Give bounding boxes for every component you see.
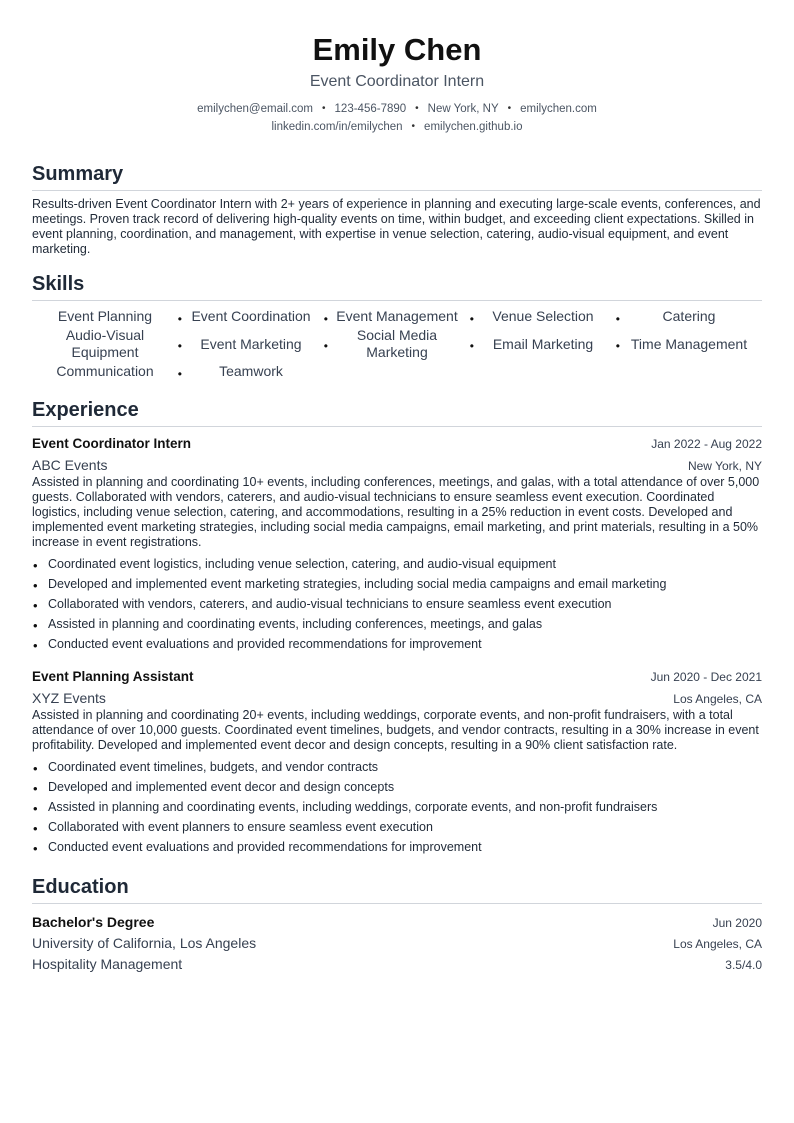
bullet-icon: • <box>469 339 474 354</box>
bullet-icon: • <box>33 598 38 613</box>
job-bullets <box>32 554 762 654</box>
skill-item: Catering <box>662 308 716 324</box>
job-dates: Jun 2020 - Dec 2021 <box>650 670 762 684</box>
job-location: Los Angeles, CA <box>673 692 762 706</box>
contact-info <box>32 100 762 136</box>
job-description: Assisted in planning and coordinating 10+ events, including conferences, meetings, and galas, with a total attendance of over 5,000 guests. Collaborated with vendors, caterers, and audio-visual technicians to ensure seamless event execution. Coordinated logistics, including venue selection, catering, and accommodations, resulting in a 25% reduction in event costs. Developed and implemented event marketing strategies, including social media campaigns, email marketing, and print materials, resulting in a 50% increase in event registrations. <box>32 475 760 549</box>
job-bullets <box>32 757 762 857</box>
list-item: • Developed and implemented event marketing strategies, including social media campaigns and email marketing <box>32 574 762 594</box>
skill-item: Event Planning • <box>57 308 182 326</box>
separator-dot-icon: • <box>411 121 416 132</box>
skill-item: Event Coordination • <box>191 308 328 326</box>
school-location: Los Angeles, CA <box>673 937 762 951</box>
skill-item: Event Management • <box>336 308 474 326</box>
list-item: • Collaborated with event planners to ensure seamless event execution <box>32 817 762 837</box>
bullet-icon: • <box>323 311 328 326</box>
bullet-icon: • <box>615 311 620 326</box>
bullet-icon: • <box>33 761 38 776</box>
resume-header <box>32 0 762 136</box>
candidate-name: Emily Chen <box>312 32 482 67</box>
education-heading: Education <box>32 876 129 898</box>
bullet-icon: • <box>469 311 474 326</box>
bullet-icon: • <box>33 558 38 573</box>
major-name: Hospitality Management <box>32 956 183 972</box>
list-item: • Coordinated event timelines, budgets, and vendor contracts <box>32 757 762 777</box>
skill-item: Venue Selection • <box>492 308 620 326</box>
phone-number: 123-456-7890 <box>334 103 407 115</box>
contact-line-1 <box>32 100 762 118</box>
bullet-icon: • <box>33 781 38 796</box>
email-link[interactable]: emilychen@email.com <box>197 103 314 115</box>
job-title: Event Planning Assistant <box>32 669 194 684</box>
section-divider <box>32 426 762 427</box>
bullet-icon: • <box>33 618 38 633</box>
skill-item: Audio-Visual Equipment • <box>65 327 182 360</box>
linkedin-link[interactable]: linkedin.com/in/emilychen <box>271 121 403 133</box>
list-item: • Collaborated with vendors, caterers, and audio-visual technicians to ensure seamless event execution <box>32 594 762 614</box>
school-name: University of California, Los Angeles <box>32 935 257 951</box>
job-entry <box>32 668 762 857</box>
separator-dot-icon: • <box>322 103 326 114</box>
separator-dot-icon: • <box>415 103 419 114</box>
job-location: New York, NY <box>687 459 762 473</box>
list-item: • Developed and implemented event decor and design concepts <box>32 777 762 797</box>
degree-name: Bachelor's Degree <box>32 914 155 930</box>
graduation-date: Jun 2020 <box>712 916 762 930</box>
location-text: New York, NY <box>427 103 499 115</box>
bullet-icon: • <box>33 578 38 593</box>
bullet-icon: • <box>177 339 182 354</box>
section-divider <box>32 190 762 191</box>
education-entry <box>32 912 762 975</box>
job-description: Assisted in planning and coordinating 20+ events, including weddings, corporate events, and non-profit fundraisers, with a total attendance of over 10,000 guests. Coordinated event timelines, budgets, and vendor contracts, resulting in a 30% increase in event profitability. Developed and implemented event decor and design concepts, resulting in a 90% client satisfaction rate. <box>32 708 759 752</box>
gpa-value: 3.5/4.0 <box>725 958 762 972</box>
github-link[interactable]: emilychen.github.io <box>424 121 523 133</box>
job-company: ABC Events <box>32 457 108 473</box>
job-entry <box>32 435 762 654</box>
website-link[interactable]: emilychen.com <box>520 103 597 115</box>
skills-heading: Skills <box>32 273 85 295</box>
bullet-icon: • <box>33 638 38 653</box>
section-divider <box>32 300 762 301</box>
bullet-icon: • <box>177 311 182 326</box>
list-item: • Coordinated event logistics, including venue selection, catering, and audio-visual equipment <box>32 554 762 574</box>
list-item: • Conducted event evaluations and provided recommendations for improvement <box>32 634 762 654</box>
skill-item: Event Marketing • <box>200 335 328 354</box>
skill-item: Teamwork <box>219 363 283 379</box>
skill-item: Communication • <box>56 363 182 381</box>
bullet-icon: • <box>33 801 38 816</box>
bullet-icon: • <box>323 339 328 354</box>
bullet-icon: • <box>33 821 38 836</box>
job-title: Event Coordinator Intern <box>32 436 192 451</box>
bullet-icon: • <box>33 841 38 856</box>
separator-dot-icon: • <box>507 103 512 114</box>
summary-heading: Summary <box>32 163 124 185</box>
skills-grid <box>32 308 762 380</box>
skill-item: Time Management <box>630 335 748 352</box>
bullet-icon: • <box>615 339 620 354</box>
section-divider <box>32 903 762 904</box>
skill-item: Social Media Marketing • <box>356 327 474 360</box>
contact-line-2 <box>32 118 762 136</box>
experience-heading: Experience <box>32 399 139 421</box>
list-item: • Conducted event evaluations and provided recommendations for improvement <box>32 837 762 857</box>
skill-item: Email Marketing • <box>492 335 620 354</box>
job-dates: Jan 2022 - Aug 2022 <box>651 437 762 451</box>
summary-text: Results-driven Event Coordinator Intern with 2+ years of experience in planning and executing large-scale events, conferences, and meetings. Proven track record of delivering high-quality events on time, within budget, and exceeding client expectations. Skilled in event planning, coordination, and management, with expertise in venue selection, catering, audio-visual equipment, and event marketing. <box>32 197 761 256</box>
job-company: XYZ Events <box>32 690 106 706</box>
list-item: • Assisted in planning and coordinating events, including weddings, corporate events, and non-profit fundraisers <box>32 797 762 817</box>
candidate-role: Event Coordinator Intern <box>309 73 485 90</box>
bullet-icon: • <box>177 366 182 381</box>
list-item: • Assisted in planning and coordinating events, including conferences, meetings, and galas <box>32 614 762 634</box>
